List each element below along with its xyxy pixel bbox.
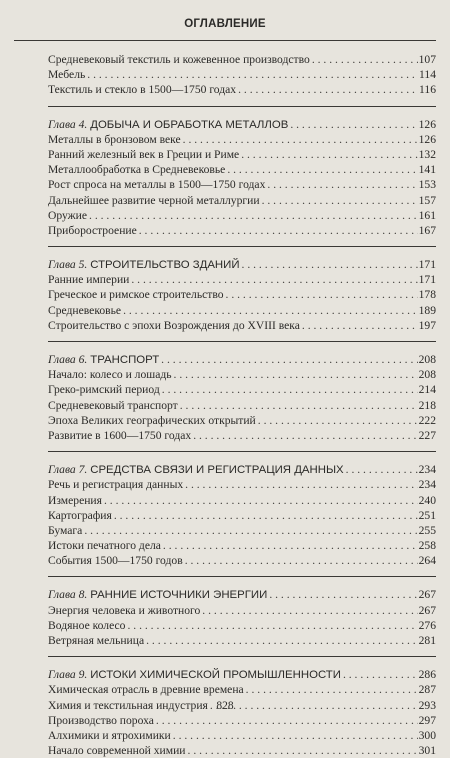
toc-entry bbox=[48, 147, 436, 162]
toc-entry-page: 301 bbox=[418, 744, 436, 758]
chapter-heading bbox=[48, 352, 436, 367]
toc-entry-title: Рост спроса на металлы в 1500—1750 годах bbox=[48, 178, 266, 192]
toc-leader-dots bbox=[310, 52, 418, 67]
chapters-list bbox=[48, 106, 436, 758]
toc-entry-page: 208 bbox=[418, 368, 436, 382]
toc-entry-page: 293 bbox=[418, 698, 436, 712]
chapter-block bbox=[48, 587, 436, 648]
chapter-label: Глава 6. bbox=[48, 353, 88, 366]
toc-entry-title: Начало: колесо и лошадь bbox=[48, 368, 172, 382]
toc-entry bbox=[48, 193, 436, 208]
toc-entry bbox=[48, 303, 436, 318]
toc-entry-title: Средневековье bbox=[48, 303, 122, 317]
toc-entry-title: Греко-римский период bbox=[48, 383, 160, 397]
toc-entry bbox=[48, 272, 436, 287]
toc-entry bbox=[48, 713, 436, 728]
chapter-heading bbox=[48, 117, 436, 132]
toc-leader-dots bbox=[288, 117, 417, 132]
toc-entry bbox=[48, 177, 436, 192]
chapter-title: ТРАНСПОРТ bbox=[90, 354, 160, 366]
toc-leader-dots bbox=[186, 743, 418, 758]
toc-entry bbox=[48, 538, 436, 553]
toc-entry bbox=[48, 52, 436, 67]
chapter-title: СТРОИТЕЛЬСТВО ЗДАНИЙ bbox=[90, 259, 240, 272]
toc-entry bbox=[48, 618, 436, 633]
toc-entry-page: 240 bbox=[418, 493, 436, 507]
chapter-block bbox=[48, 352, 436, 443]
toc-leader-dots bbox=[191, 428, 417, 443]
toc-entry bbox=[48, 382, 436, 397]
toc-entry-page: 214 bbox=[418, 383, 436, 397]
toc-entry-page: 171 bbox=[418, 273, 436, 287]
toc-leader-dots bbox=[183, 477, 417, 492]
toc-entry bbox=[48, 223, 436, 238]
toc-entry bbox=[48, 728, 436, 743]
toc-entry-title: Энергия человека и животного bbox=[48, 603, 201, 617]
toc-entry-title: Истоки печатного дела bbox=[48, 539, 161, 553]
chapter-page: 286 bbox=[418, 668, 436, 682]
toc-leader-dots bbox=[225, 162, 417, 177]
toc-entry-title: Оружие bbox=[48, 208, 88, 222]
toc-entry bbox=[48, 208, 436, 223]
toc-entry bbox=[48, 67, 436, 82]
page-header: ОГЛАВЛЕНИЕ bbox=[184, 18, 266, 30]
chapter-page: 126 bbox=[418, 117, 436, 131]
toc-entry bbox=[48, 162, 436, 177]
toc-entry-page: 287 bbox=[418, 683, 436, 697]
toc-leader-dots bbox=[267, 587, 417, 602]
toc-leader-dots bbox=[224, 287, 418, 302]
toc-leader-dots bbox=[240, 257, 418, 272]
toc-entry-title: Мебель bbox=[48, 68, 86, 82]
chapter-label: Глава 4. bbox=[48, 117, 88, 131]
toc-leader-dots bbox=[144, 633, 417, 648]
toc-leader-dots bbox=[178, 398, 418, 413]
toc-entry bbox=[48, 743, 436, 758]
chapter-separator bbox=[48, 341, 436, 342]
toc-entry-title: Эпоха Великих географических открытий bbox=[48, 413, 256, 427]
toc-entry-title: Греческое и римское строительство bbox=[48, 288, 224, 302]
toc-entry-title: Картография bbox=[48, 508, 112, 522]
toc-leader-dots bbox=[161, 538, 418, 553]
toc-entry bbox=[48, 287, 436, 302]
toc-leader-dots bbox=[181, 132, 418, 147]
chapter-separator bbox=[48, 656, 436, 657]
chapter-label: Глава 5. bbox=[48, 258, 88, 272]
toc-entry-title: Алхимики и ятрохимики bbox=[48, 728, 171, 742]
toc-entry-page: 227 bbox=[418, 428, 436, 442]
toc-entry-page: 267 bbox=[418, 603, 436, 617]
toc-entry bbox=[48, 398, 436, 413]
toc-entry-page: 107 bbox=[418, 53, 436, 66]
toc-leader-dots bbox=[200, 603, 417, 618]
toc-entry bbox=[48, 553, 436, 568]
chapter-heading bbox=[48, 462, 436, 477]
chapter-label: Глава 9. bbox=[48, 668, 88, 682]
chapter-separator bbox=[48, 106, 436, 107]
toc-entry bbox=[48, 318, 436, 333]
toc-entry-title: Приборостроение bbox=[48, 223, 137, 237]
toc-entry-title: Речь и регистрация данных bbox=[48, 478, 184, 492]
chapter-separator bbox=[48, 246, 436, 247]
toc-entry-page: 157 bbox=[418, 193, 436, 207]
chapter-heading bbox=[48, 257, 436, 272]
chapter-block bbox=[48, 462, 436, 568]
toc-entry-page: 132 bbox=[418, 147, 436, 161]
table-of-contents bbox=[48, 52, 436, 758]
toc-leader-dots bbox=[171, 728, 418, 743]
chapter-separator bbox=[48, 451, 436, 452]
toc-entry-title: Металлообработка в Средневековье bbox=[48, 163, 226, 177]
toc-entry-title: Текстиль и стекло в 1500—1750 годах bbox=[48, 83, 237, 97]
intro-entries bbox=[48, 52, 436, 98]
toc-entry-title: Водяное колесо bbox=[48, 618, 126, 632]
toc-leader-dots bbox=[260, 193, 418, 208]
toc-leader-dots bbox=[154, 713, 418, 728]
toc-entry-title: Ранние империи bbox=[48, 273, 130, 287]
chapter-title: РАННИЕ ИСТОЧНИКИ ЭНЕРГИИ bbox=[90, 589, 268, 602]
page-number: 828 bbox=[216, 700, 234, 712]
toc-leader-dots bbox=[239, 147, 417, 162]
toc-entry-title: Развитие в 1600—1750 годах bbox=[48, 428, 192, 442]
toc-leader-dots bbox=[256, 413, 418, 428]
toc-leader-dots bbox=[172, 367, 418, 382]
toc-leader-dots bbox=[82, 523, 417, 538]
toc-entry-page: 153 bbox=[418, 178, 436, 192]
toc-leader-dots bbox=[300, 318, 418, 333]
toc-entry-page: 222 bbox=[418, 413, 436, 427]
chapter-block bbox=[48, 667, 436, 758]
toc-entry-title: Дальнейшее развитие черной металлургии bbox=[48, 193, 260, 207]
toc-leader-dots bbox=[341, 667, 418, 682]
toc-leader-dots bbox=[159, 352, 417, 367]
toc-entry bbox=[48, 367, 436, 382]
toc-leader-dots bbox=[265, 177, 417, 192]
toc-entry-page: 276 bbox=[418, 618, 436, 632]
toc-entry-title: Химия и текстильная индустрия bbox=[48, 698, 208, 712]
chapter-title: ИСТОКИ ХИМИЧЕСКОЙ ПРОМЫШЛЕННОСТИ bbox=[90, 669, 341, 682]
toc-entry-page: 161 bbox=[418, 208, 436, 222]
toc-entry-page: 234 bbox=[418, 478, 436, 492]
toc-entry-page: 197 bbox=[418, 318, 436, 332]
toc-entry-page: 264 bbox=[418, 554, 436, 568]
toc-leader-dots bbox=[236, 82, 418, 97]
chapter-page: 267 bbox=[418, 588, 436, 602]
toc-leader-dots bbox=[125, 618, 417, 633]
toc-leader-dots bbox=[244, 682, 418, 697]
toc-entry-title: Химическая отрасль в древние времена bbox=[48, 683, 244, 697]
toc-leader-dots bbox=[102, 493, 418, 508]
toc-entry bbox=[48, 508, 436, 523]
toc-leader-dots bbox=[121, 303, 418, 318]
toc-entry-page: 114 bbox=[419, 68, 436, 82]
chapter-label: Глава 8. bbox=[48, 588, 88, 602]
toc-entry-page: 218 bbox=[418, 398, 436, 412]
toc-entry-page: 255 bbox=[418, 523, 436, 537]
toc-leader-dots bbox=[87, 208, 418, 223]
chapter-label: Глава 7. bbox=[48, 463, 88, 477]
toc-entry bbox=[48, 132, 436, 147]
toc-entry-title: Ветряная мельница bbox=[48, 634, 145, 647]
toc-entry-page: 297 bbox=[418, 713, 436, 727]
toc-entry-title: Измерения bbox=[48, 493, 102, 507]
toc-entry-title: Средневековый текстиль и кожевенное производство bbox=[48, 53, 310, 66]
toc-entry bbox=[48, 413, 436, 428]
toc-entry-page: 167 bbox=[418, 223, 436, 237]
chapter-block bbox=[48, 257, 436, 333]
toc-entry bbox=[48, 428, 436, 443]
toc-entry bbox=[48, 82, 436, 97]
toc-leader-dots bbox=[129, 272, 417, 287]
toc-entry-title: Бумага bbox=[48, 523, 83, 537]
toc-entry bbox=[48, 603, 436, 618]
toc-entry bbox=[48, 682, 436, 697]
toc-entry-page: 141 bbox=[418, 163, 436, 177]
toc-entry-title: Средневековый транспорт bbox=[48, 398, 178, 412]
toc-entry-page: 258 bbox=[418, 539, 436, 553]
toc-leader-dots bbox=[344, 462, 418, 477]
chapter-separator bbox=[48, 576, 436, 577]
chapter-title: ДОБЫЧА И ОБРАБОТКА МЕТАЛЛОВ bbox=[90, 118, 289, 131]
chapter-heading bbox=[48, 587, 436, 602]
toc-entry-page: 178 bbox=[418, 288, 436, 302]
toc-entry-title: Ранний железный век в Греции и Риме bbox=[48, 147, 240, 161]
toc-entry-title: Металлы в бронзовом веке bbox=[48, 132, 181, 146]
toc-entry-page: 251 bbox=[418, 508, 436, 522]
chapter-page: 234 bbox=[418, 463, 436, 477]
toc-leader-dots bbox=[112, 508, 418, 523]
toc-entry-title: События 1500—1750 годов bbox=[48, 554, 183, 568]
chapter-page: 171 bbox=[418, 258, 436, 272]
toc-entry-page: 300 bbox=[418, 728, 436, 742]
toc-entry bbox=[48, 477, 436, 492]
chapter-page: 208 bbox=[418, 353, 436, 366]
toc-entry bbox=[48, 633, 436, 648]
toc-entry-page: 189 bbox=[418, 303, 436, 317]
toc-entry-title: Начало современной химии bbox=[48, 744, 186, 758]
toc-leader-dots bbox=[183, 553, 418, 568]
toc-entry-page: 281 bbox=[418, 634, 436, 647]
chapter-title: СРЕДСТВА СВЯЗИ И РЕГИСТРАЦИЯ ДАННЫХ bbox=[90, 464, 344, 477]
toc-entry bbox=[48, 493, 436, 508]
header-rule bbox=[14, 40, 436, 41]
toc-leader-dots bbox=[85, 67, 418, 82]
toc-entry bbox=[48, 523, 436, 538]
toc-leader-dots bbox=[137, 223, 418, 238]
toc-entry-title: Строительство с эпохи Возрождения до XVIII века bbox=[48, 318, 300, 332]
toc-entry-page: 116 bbox=[419, 83, 436, 97]
toc-leader-dots bbox=[160, 382, 418, 397]
toc-entry-page: 126 bbox=[418, 132, 436, 146]
chapter-heading bbox=[48, 667, 436, 682]
toc-entry-title: Производство пороха bbox=[48, 713, 154, 727]
chapter-block bbox=[48, 117, 436, 239]
